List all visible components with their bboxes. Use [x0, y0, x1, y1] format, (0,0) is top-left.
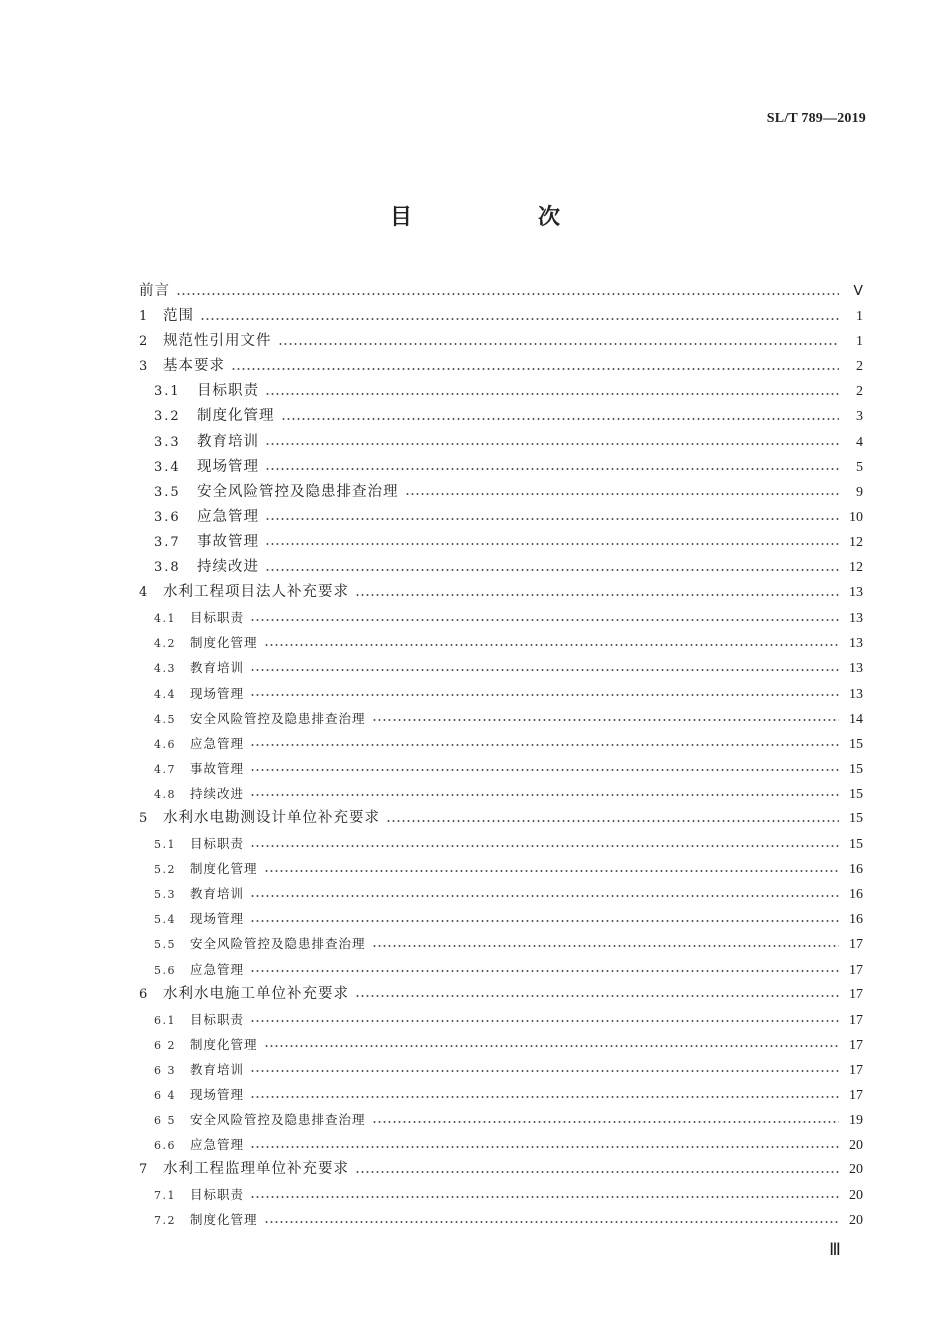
toc-entry-number: 5.1 [154, 838, 176, 852]
dot-leader [265, 443, 839, 445]
toc-entry-title: 事故管理 [190, 760, 245, 776]
dot-leader [265, 518, 839, 520]
toc-entry[interactable] [139, 354, 863, 379]
toc-entry[interactable] [139, 630, 863, 655]
toc-entry-number: 7 [139, 1162, 148, 1178]
dot-leader [264, 1221, 839, 1223]
dot-leader [281, 418, 840, 420]
toc-entry-number: 3.1 [154, 384, 181, 400]
toc-entry[interactable] [139, 681, 863, 706]
dot-leader [200, 318, 839, 320]
toc-entry-number: 3.6 [154, 509, 181, 525]
toc-entry-page: 12 [849, 560, 863, 576]
toc-entry-number: 4.6 [154, 737, 176, 751]
toc-entry-page: 12 [849, 534, 863, 550]
toc-title: 目 次 [389, 204, 612, 230]
toc-entry-page: 1 [856, 334, 863, 350]
toc-entry-page: 17 [849, 1088, 863, 1103]
toc-entry[interactable] [139, 881, 863, 906]
toc-entry-title: 教育培训 [190, 1061, 245, 1077]
toc-entry-title: 现场管理 [190, 911, 245, 927]
dot-leader [372, 719, 839, 721]
dot-leader [355, 995, 839, 997]
toc-entry-number: 3.2 [154, 409, 181, 425]
toc-entry-page: 16 [849, 862, 863, 878]
toc-entry-page: 17 [849, 1062, 863, 1078]
toc-entry[interactable] [139, 731, 863, 756]
toc-entry-page: 13 [849, 661, 863, 677]
toc-entry[interactable] [139, 931, 863, 956]
toc-entry[interactable] [139, 530, 863, 555]
toc-entry-title: 教育培训 [197, 433, 259, 450]
toc-entry-page: 13 [849, 636, 863, 652]
toc-entry-title: 规范性引用文件 [163, 333, 272, 350]
toc-entry-number: 4.5 [154, 712, 176, 726]
toc-entry-page: 15 [849, 736, 863, 752]
toc-entry[interactable] [139, 1082, 863, 1107]
dot-leader [250, 920, 839, 922]
dot-leader [265, 569, 839, 571]
toc-entry-number: 3.7 [154, 534, 181, 550]
toc-entry[interactable] [139, 480, 863, 505]
toc-entry-number: 6 4 [154, 1089, 176, 1102]
toc-entry-page: 13 [849, 585, 863, 601]
toc-entry-number: 6 [139, 986, 148, 1002]
dot-leader [264, 1045, 839, 1047]
toc-entry-page: 15 [849, 786, 863, 802]
toc-entry[interactable] [139, 455, 863, 480]
toc-entry-number: 5.4 [154, 913, 176, 927]
toc-entry-title: 目标职责 [190, 1187, 245, 1203]
toc-entry-number: 5.5 [154, 938, 176, 952]
toc-entry-title: 水利工程监理单位补充要求 [163, 1161, 349, 1178]
toc-entry-title: 目标职责 [190, 1011, 245, 1027]
toc-entry[interactable] [139, 957, 863, 982]
dot-leader [250, 619, 839, 621]
toc-entry-page: 16 [849, 887, 863, 903]
toc-entry-page: 17 [849, 937, 863, 953]
toc-entry-number: 4.1 [154, 612, 176, 626]
dot-leader [250, 1070, 839, 1072]
toc-entry[interactable] [139, 1107, 863, 1132]
toc-entry-title: 安全风险管控及隐患排查治理 [197, 483, 399, 500]
toc-entry-page: 14 [849, 711, 863, 727]
toc-entry-number: 3 [139, 359, 148, 375]
toc-entry-title: 教育培训 [190, 660, 245, 676]
toc-entry[interactable] [139, 1182, 863, 1207]
toc-entry-number: 4 [139, 585, 148, 601]
toc-entry-page: 20 [849, 1138, 863, 1154]
toc-entry-number: 7.2 [154, 1214, 176, 1228]
toc-entry-number: 3.4 [154, 459, 181, 475]
toc-entry-title: 现场管理 [190, 1087, 245, 1102]
toc-entry-number: 4.7 [154, 762, 176, 776]
toc-entry[interactable] [139, 1207, 863, 1232]
toc-entry-number: 7.1 [154, 1189, 176, 1203]
toc-entry[interactable] [139, 404, 863, 429]
toc-entry-page: 1 [856, 309, 863, 325]
toc-entry-title: 制度化管理 [190, 635, 258, 651]
toc-entry-title: 应急管理 [190, 961, 245, 977]
dot-leader [250, 769, 839, 771]
toc-entry[interactable] [139, 806, 863, 831]
toc-entry[interactable] [139, 1032, 863, 1057]
toc-entry-page: 17 [849, 1037, 863, 1053]
toc-entry-page: 2 [856, 359, 863, 375]
dot-leader [265, 468, 839, 470]
dot-leader [250, 669, 839, 671]
toc-entry[interactable] [139, 1157, 863, 1182]
toc-entry-page: 3 [856, 409, 863, 425]
toc-entry-number: 4.8 [154, 787, 176, 801]
toc-entry-title: 水利水电勘测设计单位补充要求 [163, 809, 380, 826]
toc-entry[interactable] [139, 555, 863, 580]
toc-entry-number: 5.6 [154, 963, 176, 977]
toc-entry-page: 20 [849, 1162, 863, 1178]
toc-entry[interactable] [139, 906, 863, 931]
toc-entry[interactable] [139, 329, 863, 354]
toc-entry-page: Ⅴ [853, 284, 863, 299]
dot-leader [250, 970, 839, 972]
toc-entry-number: 2 [139, 334, 148, 350]
toc-entry-title: 教育培训 [190, 886, 245, 902]
toc-entry-page: 17 [849, 962, 863, 978]
toc-entry-number: 4.2 [154, 637, 176, 651]
toc-entry[interactable] [139, 1132, 863, 1157]
standard-code: SL/T 789—2019 [766, 111, 866, 126]
toc-entry[interactable] [139, 756, 863, 781]
toc-entry-page: 17 [849, 1012, 863, 1028]
dot-leader [355, 1171, 839, 1173]
dot-leader [176, 293, 839, 295]
toc-entry[interactable] [139, 505, 863, 530]
toc-entry[interactable] [139, 1007, 863, 1032]
toc-entry-title: 安全风险管控及隐患排查治理 [190, 710, 366, 726]
toc-entry-page: 13 [849, 686, 863, 702]
toc-entry-page: 20 [849, 1188, 863, 1204]
toc-entry[interactable] [139, 856, 863, 881]
toc-entry-page: 17 [849, 986, 863, 1002]
toc-entry-number: 6 2 [154, 1038, 176, 1052]
toc-entry-page: 2 [856, 384, 863, 400]
dot-leader [372, 945, 839, 947]
toc-entry-page: 9 [856, 484, 863, 500]
dot-leader [250, 694, 839, 696]
dot-leader [386, 820, 839, 822]
dot-leader [265, 393, 839, 395]
toc-entry[interactable] [139, 1057, 863, 1082]
dot-leader [250, 794, 839, 796]
dot-leader [250, 1196, 839, 1198]
dot-leader [250, 1020, 839, 1022]
toc-entry-title: 制度化管理 [190, 1036, 258, 1052]
dot-leader [250, 1146, 839, 1148]
toc-entry[interactable] [139, 580, 863, 605]
toc-entry-page: 5 [856, 459, 863, 475]
toc-entry[interactable] [139, 831, 863, 856]
page-number: Ⅲ [829, 1240, 841, 1259]
toc-entry[interactable] [139, 706, 863, 731]
toc-entry-number: 6 3 [154, 1063, 176, 1077]
toc-entry-number: 5.2 [154, 863, 176, 877]
toc-entry-title: 制度化管理 [197, 408, 275, 425]
toc-entry-number: 5.3 [154, 888, 176, 902]
dot-leader [250, 744, 839, 746]
toc-entry[interactable] [139, 379, 863, 404]
dot-leader [278, 343, 840, 345]
table-of-contents [139, 279, 863, 1233]
toc-entry-title: 水利水电施工单位补充要求 [163, 985, 349, 1002]
toc-entry-title: 安全风险管控及隐患排查治理 [190, 1112, 366, 1128]
toc-entry-title: 目标职责 [190, 836, 245, 852]
toc-entry[interactable] [139, 781, 863, 806]
dot-leader [250, 895, 839, 897]
toc-entry-title: 基本要求 [163, 358, 225, 375]
dot-leader [250, 1096, 839, 1098]
toc-entry[interactable] [139, 605, 863, 630]
toc-entry-title: 安全风险管控及隐患排查治理 [190, 936, 366, 952]
toc-entry-number: 6 5 [154, 1114, 176, 1128]
toc-entry-page: 15 [849, 810, 863, 826]
toc-entry-title: 现场管理 [190, 685, 245, 701]
toc-entry-title: 持续改进 [197, 559, 259, 576]
toc-entry-title: 现场管理 [197, 458, 259, 475]
dot-leader [265, 543, 839, 545]
toc-entry-page: 20 [849, 1213, 863, 1229]
toc-entry[interactable] [139, 430, 863, 455]
toc-entry-title: 目标职责 [190, 610, 245, 626]
dot-leader [264, 644, 839, 646]
toc-entry-title: 制度化管理 [190, 1212, 258, 1228]
dot-leader [355, 594, 839, 596]
toc-entry-title: 范围 [163, 308, 194, 325]
toc-entry-number: 3.5 [154, 484, 181, 500]
dot-leader [231, 368, 839, 370]
toc-entry-number: 3.3 [154, 434, 181, 450]
toc-entry-title: 目标职责 [197, 383, 259, 400]
toc-entry-page: 10 [849, 509, 863, 525]
dot-leader [250, 845, 839, 847]
toc-entry-title: 应急管理 [190, 1137, 245, 1153]
toc-entry[interactable] [139, 304, 863, 329]
toc-entry-title: 应急管理 [190, 735, 245, 751]
toc-entry-title: 应急管理 [197, 508, 259, 525]
toc-entry-number: 6.6 [154, 1139, 176, 1153]
toc-entry[interactable] [139, 982, 863, 1007]
toc-entry-title: 前言 [139, 283, 170, 299]
toc-entry-page: 19 [849, 1113, 863, 1129]
toc-entry-number: 4.4 [154, 687, 176, 701]
toc-entry-page: 16 [849, 912, 863, 928]
toc-entry-number: 6.1 [154, 1013, 176, 1027]
dot-leader [264, 870, 839, 872]
toc-entry-page: 4 [856, 434, 863, 450]
toc-entry-number: 5 [139, 810, 148, 826]
toc-entry-title: 水利工程项目法人补充要求 [163, 584, 349, 601]
toc-entry-title: 制度化管理 [190, 861, 258, 877]
toc-entry-title: 事故管理 [197, 533, 259, 550]
toc-entry-page: 15 [849, 761, 863, 777]
toc-entry-number: 1 [139, 309, 148, 325]
dot-leader [372, 1121, 839, 1123]
toc-entry-page: 13 [849, 611, 863, 627]
dot-leader [405, 493, 840, 495]
toc-entry-number: 3.8 [154, 560, 181, 576]
toc-entry[interactable] [139, 279, 863, 304]
toc-entry-page: 15 [849, 837, 863, 853]
toc-entry-title: 持续改进 [190, 785, 245, 801]
toc-entry-number: 4.3 [154, 662, 176, 676]
toc-entry[interactable] [139, 655, 863, 680]
